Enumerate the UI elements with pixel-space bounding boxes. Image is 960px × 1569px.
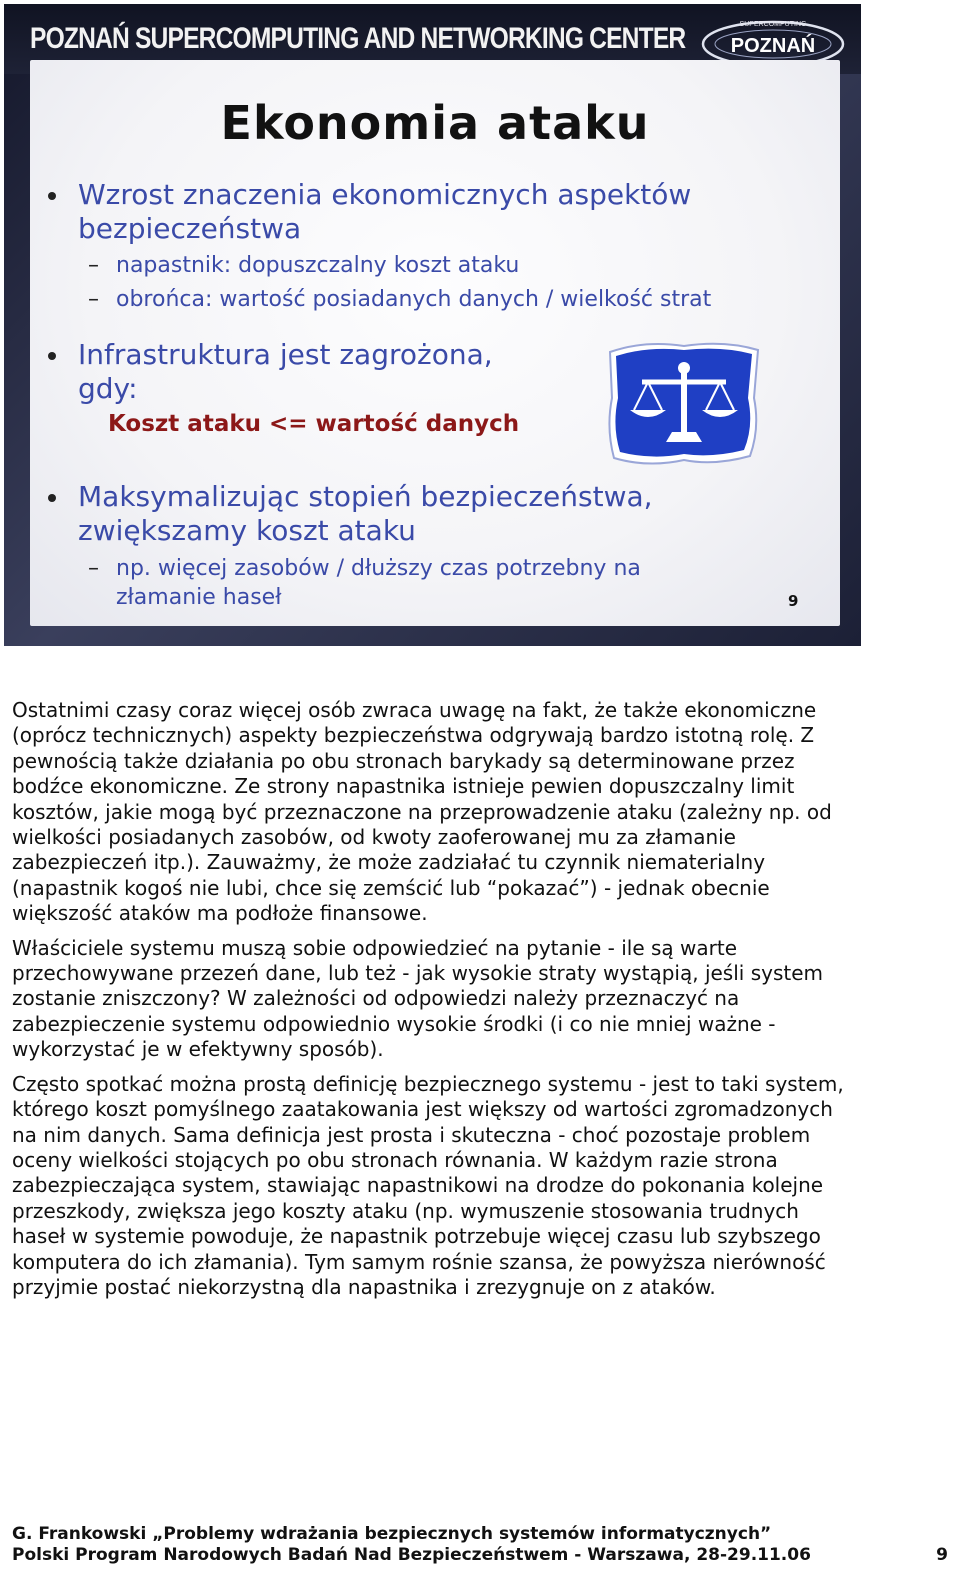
slide-bullet-text: Maksymalizując stopień bezpieczeństwa, zwiększamy koszt ataku: [78, 480, 653, 547]
footer-author-line: G. Frankowski „Problemy wdrażania bezpiecznych systemów informatycznych”: [12, 1524, 772, 1544]
dash-icon: –: [88, 556, 99, 581]
slide-sub-bullet-text: np. więcej zasobów / dłuższy czas potrzebny na złamanie haseł: [116, 556, 641, 610]
slide-bullet-1: [78, 178, 738, 246]
slide-title: Ekonomia ataku: [220, 96, 650, 150]
slide-bullet-2: [78, 338, 548, 406]
bullet-dot-icon: [48, 192, 56, 200]
footer-conference-line: Polski Program Narodowych Badań Nad Bezpieczeństwem - Warszawa, 28-29.11.06: [12, 1545, 811, 1565]
slide-sub-bullet: [88, 554, 716, 612]
slide-sub-bullet-text: napastnik: dopuszczalny koszt ataku: [116, 253, 520, 278]
slide-number: 9: [788, 592, 799, 610]
slide-sub-bullet-text: obrońca: wartość posiadanych danych / wielkość strat: [116, 287, 712, 312]
logo-main-text: POZNAŃ: [730, 35, 816, 57]
bullet-dot-icon: [48, 352, 56, 360]
paragraph: Właściciele systemu muszą sobie odpowiedzieć na pytanie - ile są warte przechowywane przezeń dane, lub też - jak wysokie straty wystąpią, jeśli system zostanie zniszczony? W zależności od odpowiedzi należy przeznaczyć na zabezpieczenie systemu odpowiednio wysokie środki (i co nie mniej ważne - wykorzystać je w efektywny sposób).: [12, 935, 824, 1062]
page-number: 9: [936, 1545, 948, 1565]
cost-highlight: Koszt ataku <= wartość danych: [108, 411, 520, 437]
dash-icon: –: [88, 287, 99, 312]
bullet-dot-icon: [48, 494, 56, 502]
slide-bullet-text: Wzrost znaczenia ekonomicznych aspektów bezpieczeństwa: [78, 178, 692, 245]
slide-content-panel: [30, 60, 840, 626]
paragraph: Często spotkać można prostą definicję bezpiecznego systemu - jest to taki system, którego koszt pomyślnego zaatakowania jest większy od wartości zgromadzonych na nim danych. Sama definicja jest prosta i skuteczna - choć pozostaje problem oceny wielkości stojących po obu stronach równania. W każdym razie strona zabezpieczająca system, stawiając napastnikowi na drodze do pokonania kolejne przeszkody, zwiększa jego koszty ataku (np. wymuszenie stosowania trudnych haseł w systemie powoduje, że napastnik potrzebuje więcej czasu lub szybszego komputera do ich złamania). Tym samym rośnie szansa, że powyższa nierówność przyjmie postać niekorzystną dla napastnika i zrezygnuje on z ataków.: [12, 1071, 844, 1299]
header-title: POZNAŃ SUPERCOMPUTING AND NETWORKING CENTER: [30, 22, 686, 55]
scales-of-justice-icon: [604, 338, 764, 468]
page-footer: [12, 1524, 948, 1566]
paragraph: Ostatnimi czasy coraz więcej osób zwraca uwagę na fakt, że także ekonomiczne (oprócz technicznych) aspekty bezpieczeństwa odgrywają bardzo istotną rolę. Z pewnością także działania po obu stronach barykady są determinowane przez bodźce ekonomiczne. Ze strony napastnika istnieje pewien dopuszczalny limit kosztów, jakie mogą być przeznaczone na przeprowadzenie ataku (zależny np. od wielkości posiadanych zasobów, od kwoty zaoferowanej mu za złamanie zabezpieczeń itp.). Zauważmy, że może zadziałać tu czynnik niematerialny (napastnik kogoś nie lubi, chce się zemścić lub “pokazać”) - jednak obecnie większość ataków ma podłoże finansowe.: [12, 698, 832, 926]
logo-top-text: SUPERCOMPUTING: [739, 21, 807, 28]
dash-icon: –: [88, 253, 99, 278]
slide-sub-bullet: [88, 285, 836, 314]
slide-sub-bullet: [88, 251, 816, 280]
body-text: [12, 698, 852, 1309]
slide-bullet-text: Infrastruktura jest zagrożona, gdy:: [78, 338, 493, 405]
slide-bullet-3: [78, 480, 718, 548]
slide-image: [4, 4, 861, 646]
